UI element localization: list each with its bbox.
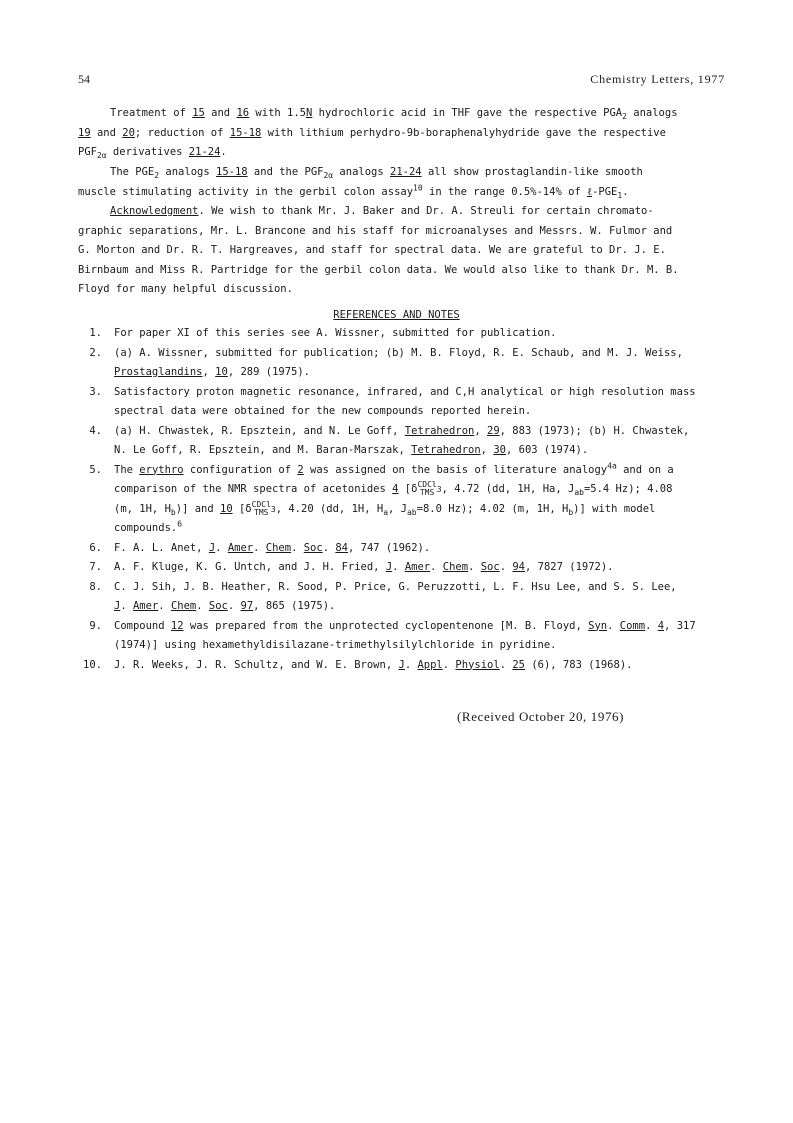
references-list: [60, 324, 720, 675]
text: , J: [388, 502, 407, 515]
citation-superscript: 4a: [607, 461, 617, 470]
compound-ref: 15-18: [216, 166, 248, 178]
journal-abbrev: Amer: [404, 561, 431, 573]
journal-abbrev: J: [114, 600, 121, 612]
text-line: spectral data were obtained for the new compounds reported herein.: [114, 405, 532, 417]
journal-abbrev: Appl: [417, 658, 443, 671]
reference-item: [60, 539, 720, 559]
compound-ref: 4: [392, 483, 399, 495]
volume: 10: [215, 366, 228, 378]
text: analogs: [626, 107, 678, 119]
journal-abbrev: Amer: [227, 541, 254, 554]
text: , 317: [664, 619, 696, 632]
text: .: [442, 658, 456, 671]
text: all show prostaglandin-like smooth: [421, 166, 643, 178]
reference-number: 1.: [89, 327, 102, 339]
text: .: [120, 600, 133, 612]
text: comparison of the NMR spectra of acetonides: [114, 483, 393, 495]
text: ,: [480, 444, 494, 456]
text: with lithium perhydro-9b-boraphenalyhydride gave the respective: [261, 126, 666, 139]
compound-ref: 12: [170, 619, 184, 632]
compound-ref: 15-18: [229, 126, 262, 139]
text: (m, 1H, H: [114, 502, 171, 515]
subscript: b: [170, 507, 176, 517]
text: , 4.72 (dd, 1H, Ha, J: [441, 483, 575, 495]
compound-ref: 10: [220, 502, 233, 515]
page-number: 54: [78, 72, 90, 86]
reference-item: [60, 617, 720, 656]
text: , 289 (1975).: [227, 366, 311, 378]
text-line: Floyd for many helpful discussion.: [78, 283, 293, 295]
compound-ref: 19: [78, 126, 91, 139]
reference-number: 10.: [83, 658, 102, 671]
text: Compound: [114, 619, 171, 632]
volume: 84: [335, 541, 348, 554]
text: A. F. Kluge, K. G. Untch, and J. H. Fried,: [114, 561, 386, 573]
text: .: [404, 658, 418, 671]
text-line: (a) A. Wissner, submitted for publication; (b) M. B. Floyd, R. E. Schaub, and M. J. Weiss,: [114, 346, 683, 359]
journal-abbrev: J: [385, 561, 393, 573]
text: compounds.: [114, 522, 178, 534]
journal-abbrev: Comm: [619, 619, 646, 632]
subscript: 2: [154, 171, 160, 181]
reference-number: 7.: [89, 561, 102, 573]
volume: 4: [657, 619, 665, 632]
text: .: [291, 541, 304, 554]
text: was assigned on the basis of literature analogy: [303, 463, 608, 476]
text-line: C. J. Sih, J. B. Heather, R. Sood, P. Price, G. Peruzzotti, L. F. Hsu Lee, and S. S. Lee,: [114, 580, 677, 593]
text: J. R. Weeks, J. R. Schultz, and W. E. Brown,: [114, 658, 399, 671]
paragraph-analogs: [78, 163, 718, 202]
text: )] with model: [573, 502, 656, 515]
text: hydrochloric acid in THF gave the respective PGA: [312, 107, 623, 119]
subscript: 3: [436, 485, 442, 494]
volume: 94: [512, 561, 525, 573]
text: .: [392, 561, 405, 573]
citation-superscript: 6: [177, 519, 183, 529]
text: , 747 (1962).: [348, 541, 431, 554]
isomer-symbol: ℓ: [587, 185, 593, 198]
reference-number: 2.: [89, 346, 102, 359]
stereo-term: erythro: [139, 463, 184, 476]
citation-superscript: 10: [413, 183, 423, 192]
text: .: [468, 561, 481, 573]
text: .: [607, 619, 620, 632]
text: , 603 (1974).: [505, 444, 589, 456]
paragraph-treatment: [78, 104, 718, 163]
subscript: a: [383, 507, 389, 517]
text: N. Le Goff, R. Epsztein, and M. Baran-Marszak,: [114, 444, 412, 456]
text: [δ: [232, 502, 252, 515]
text: muscle stimulating activity in the gerbil colon assay: [78, 185, 414, 198]
text: derivatives: [106, 146, 189, 158]
text: .: [227, 600, 241, 612]
text: .: [253, 541, 266, 554]
text: PGF: [78, 146, 97, 158]
text-line: For paper XI of this series see A. Wissner, submitted for publication.: [114, 327, 557, 339]
text: .: [430, 561, 443, 573]
solvent-superscript: CDCl: [251, 499, 271, 509]
text: The: [114, 463, 140, 476]
journal-abbrev: J: [208, 541, 216, 554]
text: , 7827 (1972).: [525, 561, 614, 573]
reference-number: 9.: [89, 619, 102, 632]
text: .: [499, 561, 513, 573]
compound-ref: 21-24: [188, 146, 221, 158]
text: The PGE: [110, 166, 155, 178]
text: ,: [202, 366, 216, 378]
text: ,: [474, 424, 487, 437]
text: [δ: [398, 483, 418, 495]
text-line: Birnbaum and Miss R. Partridge for the gerbil colon data. We would also like to thank Dr. M. B.: [78, 263, 679, 276]
text: , 865 (1975).: [253, 600, 336, 612]
journal-abbrev: Physiol: [455, 658, 500, 671]
journal-name: Tetrahedron: [404, 424, 475, 437]
reference-item: [60, 461, 720, 539]
text: (a) H. Chwastek, R. Epsztein, and N. Le Goff,: [114, 424, 405, 437]
text: ; reduction of: [134, 126, 230, 139]
text: .: [196, 600, 209, 612]
paragraph-acknowledgment: [78, 202, 718, 300]
text: .: [220, 146, 227, 158]
reference-item: [60, 383, 720, 422]
journal-abbrev: Chem: [265, 541, 292, 554]
compound-ref: 21-24: [390, 166, 422, 178]
text: )] and: [175, 502, 220, 515]
text: =5.4 Hz); 4.08: [583, 483, 673, 495]
text: in the range 0.5%-14% of: [422, 185, 588, 198]
volume: 29: [487, 424, 500, 437]
compound-ref: 15: [192, 107, 205, 119]
text: .: [215, 541, 228, 554]
subscript: 2α: [323, 171, 334, 181]
text-line: G. Morton and Dr. R. T. Hargreaves, and staff for spectral data. We are grateful to Dr. J. E.: [78, 244, 666, 256]
text: , 4.20 (dd, 1H, H: [275, 502, 384, 515]
reference-item: [60, 324, 720, 344]
journal-running-head: Chemistry Letters, 1977: [590, 72, 725, 86]
text: .: [322, 541, 336, 554]
text: and on a: [616, 463, 674, 476]
text: Treatment of: [110, 107, 193, 119]
subscript: ab: [406, 507, 417, 517]
reference-item: [60, 422, 720, 461]
solvent-superscript: CDCl: [417, 480, 437, 489]
volume: 25: [512, 658, 525, 671]
text: .: [645, 619, 658, 632]
normality-symbol: N: [306, 107, 313, 119]
journal-abbrev: Soc: [208, 600, 228, 612]
text: with 1.5: [249, 107, 307, 119]
text: =8.0 Hz); 4.02 (m, 1H, H: [416, 502, 569, 515]
volume: 97: [240, 600, 254, 612]
journal-abbrev: J: [398, 658, 405, 671]
reference-number: 3.: [89, 385, 102, 398]
text: .: [622, 185, 629, 198]
journal-abbrev: Soc: [303, 541, 323, 554]
reference-item: [60, 578, 720, 617]
references-heading: REFERENCES AND NOTES: [333, 309, 460, 321]
subscript: 2α: [96, 151, 107, 161]
subscript: 1: [617, 190, 623, 200]
reference-item: [60, 344, 720, 383]
text-line: (1974)] using hexamethyldisilazane-trimethylsilylchloride in pyridine.: [114, 639, 557, 651]
subscript: ab: [574, 488, 584, 498]
compound-ref: 2: [297, 463, 304, 476]
text: was prepared from the unprotected cyclopentenone [M. B. Floyd,: [183, 619, 589, 632]
journal-abbrev: Amer: [132, 600, 159, 612]
text: , 883 (1973); (b) H. Chwastek,: [499, 424, 690, 437]
text-line: Satisfactory proton magnetic resonance, infrared, and C,H analytical or high resolution mass: [114, 385, 696, 398]
journal-abbrev: Soc: [480, 561, 500, 573]
text: and: [204, 107, 237, 119]
journal-name: Prostaglandins: [114, 366, 203, 378]
text: and: [90, 126, 123, 139]
journal-abbrev: Chem: [442, 561, 469, 573]
reference-number: 4.: [89, 424, 102, 437]
received-date: (Received October 20, 1976): [457, 709, 625, 724]
reference-item: [60, 656, 720, 676]
text: .: [499, 658, 513, 671]
subscript: 2: [622, 112, 627, 122]
volume: 30: [493, 444, 506, 456]
reference-item: [60, 558, 720, 578]
acknowledgment-heading: Acknowledgment: [110, 205, 199, 217]
compound-ref: 16: [236, 107, 250, 119]
text: .: [158, 600, 171, 612]
reference-subscript: TMS: [419, 488, 435, 497]
reference-number: 5.: [89, 463, 102, 476]
text: . We wish to thank Mr. J. Baker and Dr. A. Streuli for certain chromato-: [198, 205, 654, 217]
text: and the PGF: [247, 166, 324, 178]
journal-abbrev: Chem: [170, 600, 197, 612]
text: (6), 783 (1968).: [525, 658, 633, 671]
reference-number: 8.: [89, 580, 102, 593]
text: analogs: [159, 166, 216, 178]
reference-number: 6.: [89, 541, 102, 554]
reference-subscript: TMS: [254, 507, 269, 517]
text: configuration of: [183, 463, 298, 476]
journal-name: Tetrahedron: [411, 444, 481, 456]
subscript: 3: [270, 504, 276, 514]
journal-abbrev: Syn: [588, 619, 608, 632]
compound-ref: 20: [122, 126, 135, 139]
text: -PGE: [592, 185, 618, 198]
text-line: graphic separations, Mr. L. Brancone and his staff for microanalyses and Messrs. W. Fulmor and: [78, 224, 673, 237]
text: F. A. L. Anet,: [114, 541, 209, 554]
text: analogs: [333, 166, 391, 178]
subscript: b: [568, 507, 574, 517]
